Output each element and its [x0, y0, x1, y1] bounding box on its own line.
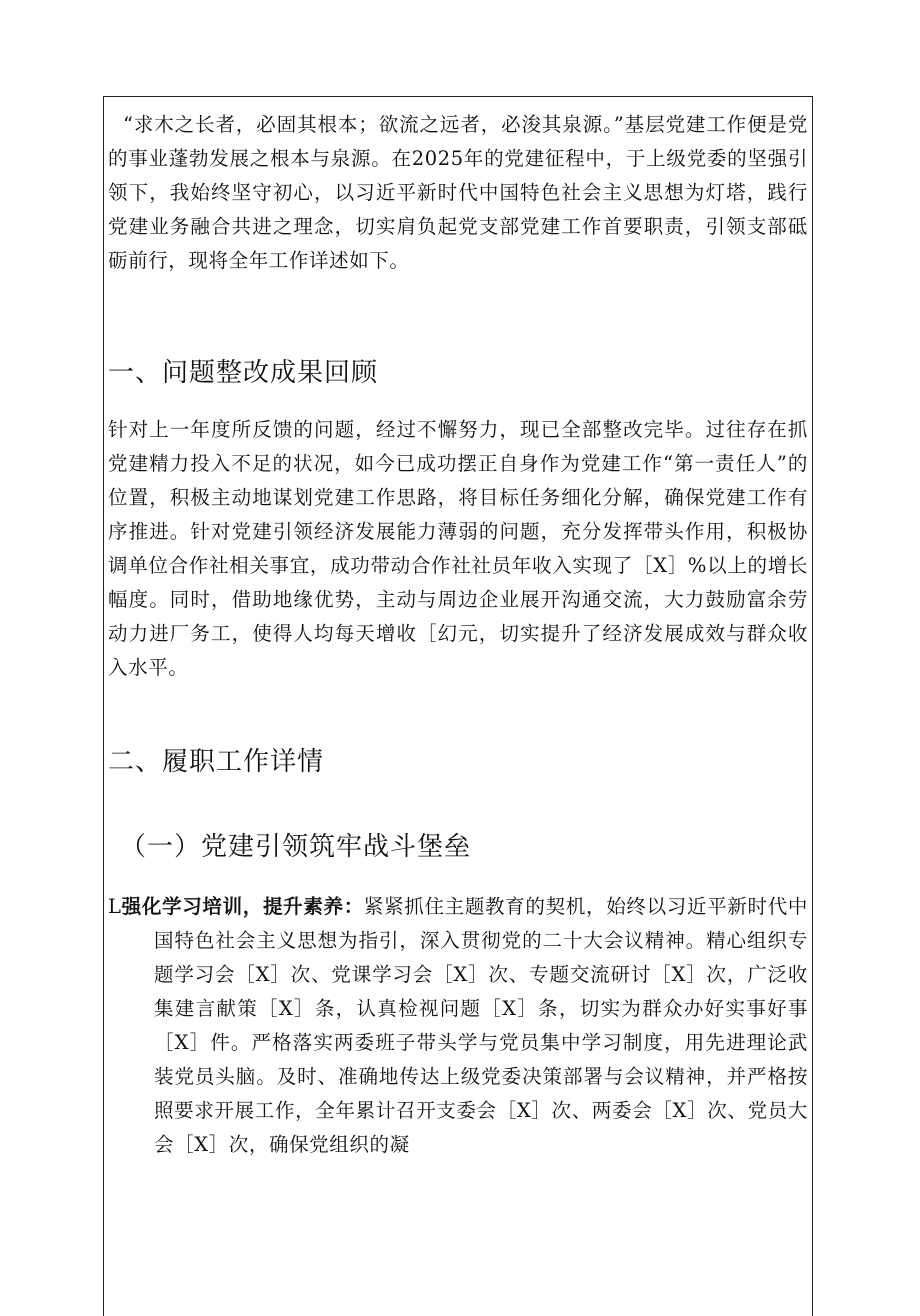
list-item-lead: 强化学习培训，提升素养： — [121, 895, 364, 918]
list-item-number: L — [108, 895, 122, 918]
rectification-paragraph: 针对上一年度所反馈的问题，经过不懈努力，现已全部整改完毕。过往存在抓党建精力投入不足的状况，如今已成功摆正自身作为党建工作“第一责任人”的位置，积极主动地谋划党建工作思路，将目标任务细化分解，确保党建工作有序推进。针对党建引领经济发展能力薄弱的问题，充分发挥带头作用，积极协调单位合作社相关事宜，成功带动合作社社员年收入实现了［X］%以上的增长幅度。同时，借助地缘优势，主动与周边企业展开沟通交流，大力鼓励富余劳动力进厂务工，使得人均每天增收［幻元，切实提升了经济发展成效与群众收入水平。 — [108, 418, 808, 679]
section-heading-duties: 二、履职工作详情 — [108, 747, 325, 777]
list-item-body: 紧紧抓住主题教育的契机，始终以习近平新时代中国特色社会主义思想为指引，深入贯彻党的二十大会议精神。精心组织专题学习会［X］次、党课学习会［X］次、专题交流研讨［X］次，广泛收集建言献策［X］条，认真检视问题［X］条，切实为群众办好实事好事［X］件。严格落实两委班子带头学与党员集中学习制度，用先进理论武装党员头脑。及时、准确地传达上级党委决策部署与会议精神，并严格按照要求开展工作，全年累计召开支委会［X］次、两委会［X］次、党员大会［X］次，确保党组织的凝 — [154, 895, 808, 1156]
list-item-study-training — [108, 890, 808, 1200]
intro-paragraph: “求木之长者，必固其根本；欲流之远者，必浚其泉源。”基层党建工作便是党的事业蓬勃发展之根本与泉源。在2025年的党建征程中，于上级党委的坚强引领下，我始终坚守初心，以习近平新时代中国特色社会主义思想为灯塔，践行党建业务融合共进之理念，切实肩负起党支部党建工作首要职责，引领支部砥砺前行，现将全年工作详述如下。 — [108, 113, 808, 272]
subsection-heading-party-building: （一）党建引领筑牢战斗堡垒 — [120, 832, 472, 862]
section-heading-rectification: 一、问题整改成果回顾 — [108, 358, 379, 388]
